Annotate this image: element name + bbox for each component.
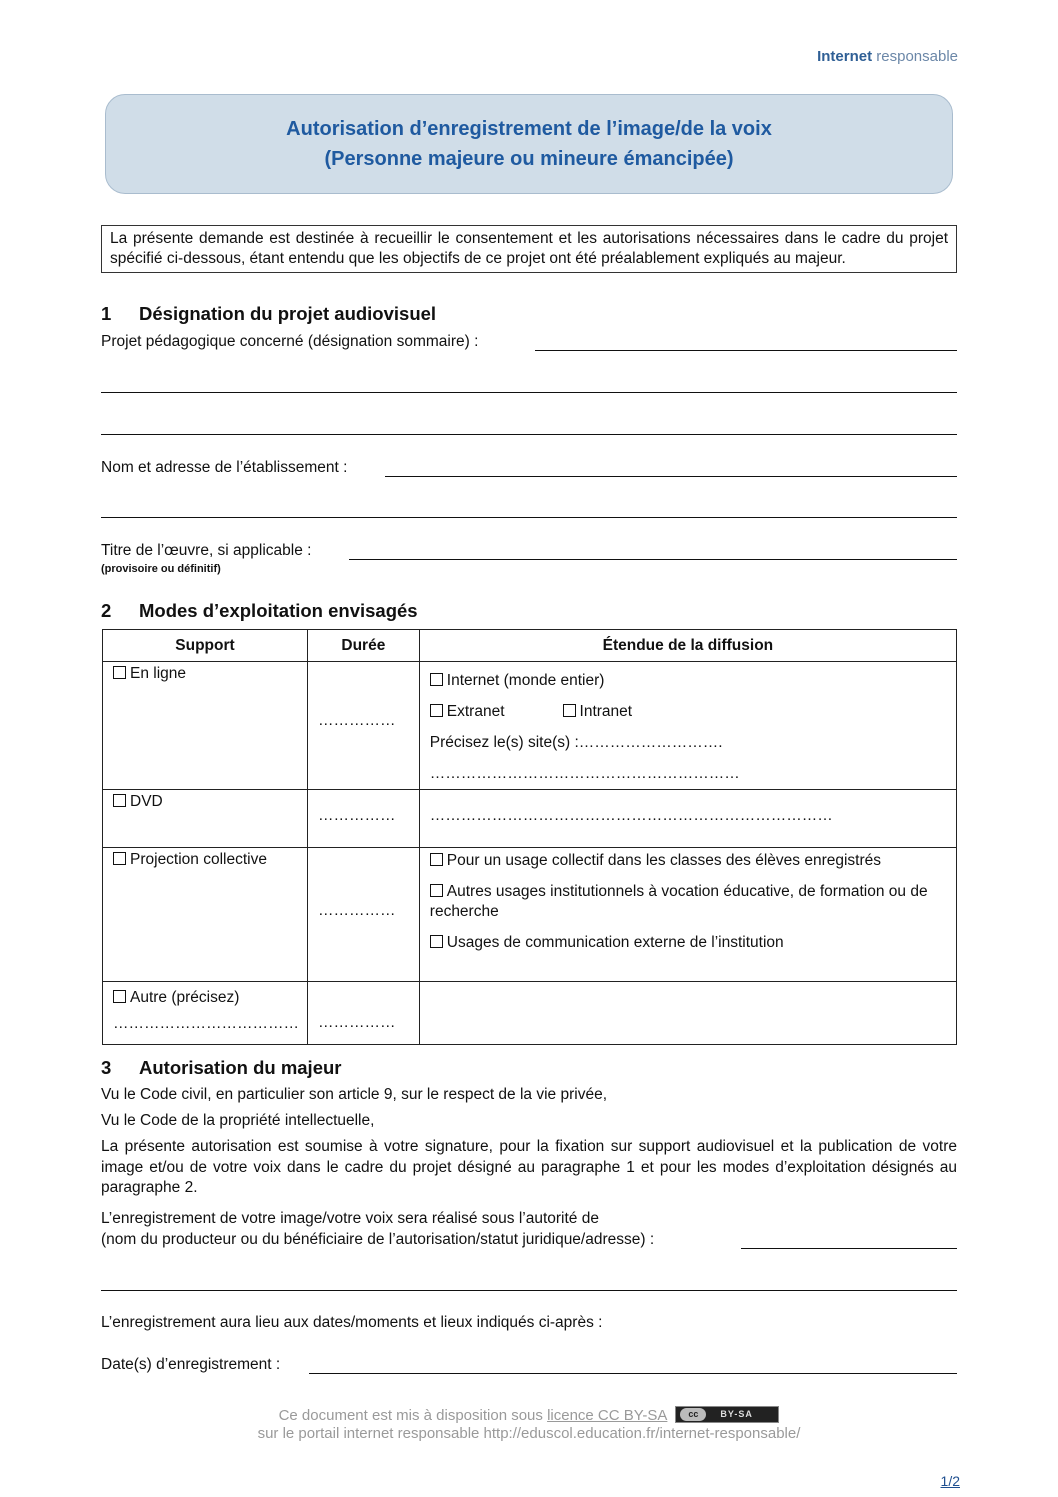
section1-number: 1 (101, 303, 112, 324)
support-autre: Autre (précisez) (130, 989, 240, 1006)
cc-badge-text: BY-SA (720, 1409, 753, 1419)
projet-input-line-3[interactable] (101, 434, 957, 435)
option-extranet: Extranet (446, 703, 505, 720)
section3-p5: L’enregistrement aura lieu aux dates/moments et lieux indiqués ci-après : (101, 1314, 603, 1331)
duree-autre[interactable]: …………… (317, 1014, 396, 1031)
support-enligne: En ligne (130, 665, 187, 682)
checkbox-internet[interactable] (430, 673, 443, 686)
table-row (103, 982, 957, 1045)
support-projection: Projection collective (130, 851, 267, 868)
page-number: 1/2 (940, 1473, 960, 1489)
titre-note: (provisoire ou définitif) (101, 563, 221, 575)
duree-enligne[interactable]: …………… (317, 712, 396, 729)
title-line2: (Personne majeure ou mineure émancipée) (324, 148, 734, 170)
section3-p1: Vu le Code civil, en particulier son article 9, sur le respect de la vie privée, (101, 1086, 607, 1103)
section3-p4a: L’enregistrement de votre image/votre voix sera réalisé sous l’autorité de (101, 1210, 599, 1227)
checkbox-projection[interactable] (113, 852, 126, 865)
footer-prefix: Ce document est mis à disposition sous (278, 1407, 548, 1424)
option-communication-externe: Usages de communication externe de l’institution (446, 933, 784, 951)
dvd-dots[interactable]: …………………………………………………………………… (429, 807, 833, 824)
etab-input-line[interactable] (385, 476, 957, 477)
header-duree: Durée (307, 630, 419, 662)
header-etendue: Étendue de la diffusion (419, 630, 956, 662)
duree-dvd[interactable]: …………… (317, 807, 396, 824)
title-line1: Autorisation d’enregistrement de l’image/de la voix (286, 118, 772, 140)
sites-dots[interactable]: …………………………………………………… (429, 765, 740, 782)
etab-label: Nom et adresse de l’établissement : (101, 459, 348, 476)
sites-field[interactable]: Précisez le(s) site(s) :………………………. (429, 734, 723, 751)
footer-line2: sur le portail internet responsable http://eduscol.education.fr/internet-responsable/ (257, 1425, 801, 1442)
section1-title: Désignation du projet audiovisuel (139, 303, 437, 324)
projet-input-line[interactable] (535, 350, 957, 351)
support-dvd: DVD (130, 793, 163, 810)
option-usage-collectif: Pour un usage collectif dans les classes des élèves enregistrés (446, 852, 882, 869)
checkbox-dvd[interactable] (113, 794, 126, 807)
section3-number: 3 (101, 1057, 112, 1078)
checkbox-usages-institutionnels[interactable] (430, 884, 443, 897)
section3-title: Autorisation du majeur (139, 1057, 342, 1078)
projet-label: Projet pédagogique concerné (désignation sommaire) : (101, 333, 479, 350)
cc-badge-c: cc (680, 1408, 706, 1421)
cc-by-sa-badge[interactable] (675, 1406, 779, 1423)
autorite-input-line-2[interactable] (101, 1290, 957, 1291)
section3-p3: La présente autorisation est soumise à votre signature, pour la fixation sur support audiovisuel et la publication de votre image et/ou de votre voix dans le cadre du projet désigné au paragraphe 1 et pour les modes d’exploitation désignés au paragraphe 2. (101, 1138, 957, 1196)
checkbox-enligne[interactable] (113, 666, 126, 679)
checkbox-usage-collectif[interactable] (430, 853, 443, 866)
header-support: Support (103, 630, 308, 662)
checkbox-autre[interactable] (113, 990, 126, 1003)
section1-heading (101, 303, 436, 325)
duree-projection[interactable]: …………… (317, 902, 396, 919)
brand-logo (817, 48, 958, 65)
projet-input-line-2[interactable] (101, 392, 957, 393)
dates-input-line[interactable] (309, 1373, 957, 1374)
table-row (103, 662, 957, 790)
intro-box: La présente demande est destinée à recueillir le consentement et les autorisations nécessaires dans le cadre du projet spécifié ci-dessous, étant entendu que les objectifs de ce projet ont été préalablement expliqués au majeur. (101, 225, 957, 273)
option-usages-institutionnels: Autres usages institutionnels à vocation éducative, de formation ou de recherche (429, 882, 928, 920)
checkbox-intranet[interactable] (563, 704, 576, 717)
checkbox-communication-externe[interactable] (430, 935, 443, 948)
brand-bold: Internet (817, 48, 873, 65)
section3-p2: Vu le Code de la propriété intellectuelle, (101, 1112, 375, 1129)
option-internet: Internet (monde entier) (446, 672, 605, 689)
checkbox-extranet[interactable] (430, 704, 443, 717)
option-intranet: Intranet (579, 703, 633, 720)
modes-table (102, 629, 957, 1045)
brand-light: responsable (876, 48, 958, 65)
section2-title: Modes d’exploitation envisagés (139, 600, 418, 621)
section3-heading (101, 1057, 342, 1079)
titre-input-line[interactable] (349, 559, 957, 560)
table-row (103, 848, 957, 982)
dates-label: Date(s) d’enregistrement : (101, 1356, 281, 1373)
etab-input-line-2[interactable] (101, 517, 957, 518)
table-header-row (103, 630, 957, 662)
section3-p4b: (nom du producteur ou du bénéficiaire de l’autorisation/statut juridique/adresse) : (101, 1231, 655, 1248)
title-box (105, 94, 953, 194)
autorite-input-line[interactable] (741, 1248, 957, 1249)
section2-number: 2 (101, 600, 112, 621)
section2-heading (101, 600, 418, 622)
footer-line1 (0, 1406, 1058, 1425)
autre-dots[interactable]: ……………………………… (113, 1015, 299, 1032)
table-row (103, 790, 957, 848)
titre-label: Titre de l’œuvre, si applicable : (101, 542, 312, 559)
license-link[interactable]: licence CC BY-SA (547, 1407, 668, 1424)
